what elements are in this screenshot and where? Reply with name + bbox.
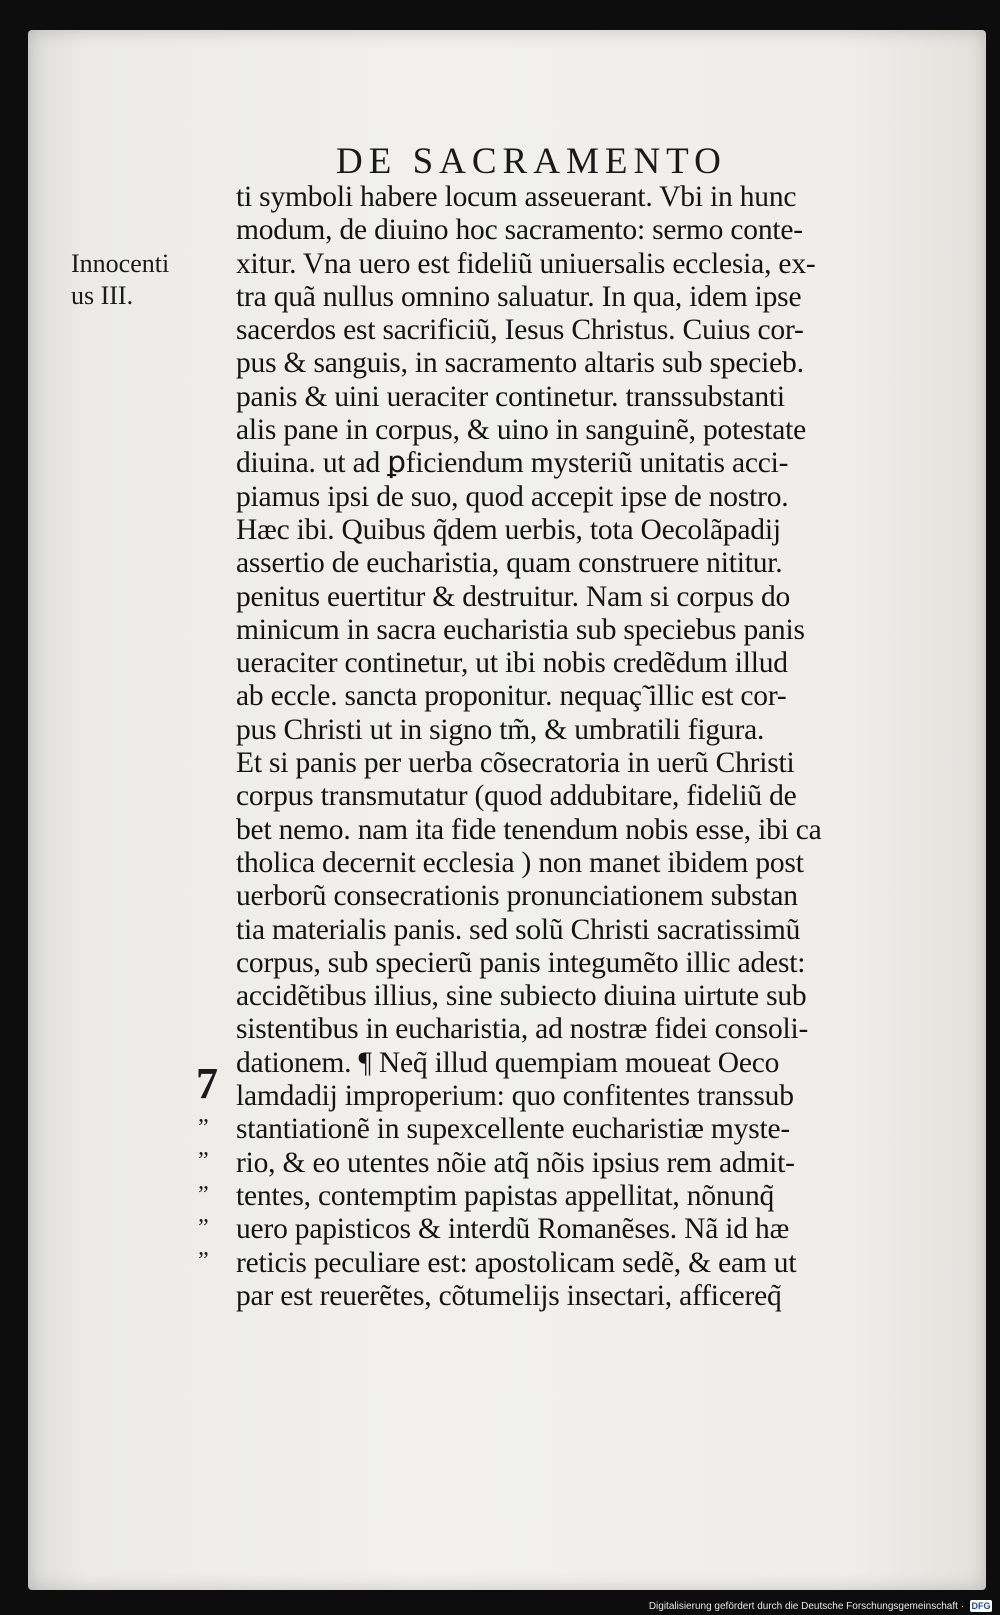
text-line: ueraciter continetur, ut ibi nobis credẽdum illud [236, 647, 788, 680]
margin-note-line: us III. [71, 281, 134, 310]
quote-mark: ” [198, 1248, 209, 1275]
text-line: uerborũ consecrationis pronunciationem substan [236, 880, 798, 913]
text-line: Hæc ibi. Quibus q̃dem uerbis, tota Oecolãpadij [236, 513, 781, 546]
text-line: xitur. Vna uero est fideliũ uniuersalis ecclesia, ex- [236, 247, 816, 280]
quote-marks-column [198, 1112, 209, 1278]
margin-note-line: Innocenti [71, 249, 170, 278]
text-line: assertio de eucharistia, quam construere nititur. [236, 547, 783, 580]
text-line: uero papisticos & interdũ Romanẽses. Nã id hæ [236, 1213, 790, 1246]
text-line: pus Christi ut in signo tm̃, & umbratili figura. [236, 713, 765, 746]
text-line: corpus, sub specierũ panis integumẽto illic adest: [236, 946, 806, 979]
text-line: panis & uini ueraciter continetur. transsubstanti [236, 380, 785, 413]
text-line: accidẽtibus illius, sine subiecto diuina uirtute sub [236, 980, 807, 1013]
text-line: tentes, contemptim papistas appellitat, nõnunq̃ [236, 1179, 775, 1212]
text-line: minicum in sacra eucharistia sub speciebus panis [236, 613, 805, 646]
text-line: ab eccle. sancta proponitur. nequaç̃ illic est cor- [236, 680, 787, 713]
text-line: rio, & eo utentes nõie atq̃ nõis ipsius rem admit- [236, 1146, 795, 1179]
text-line: pus & sanguis, in sacramento altaris sub specieb. [236, 347, 804, 380]
text-line: corpus transmutatur (quod addubitare, fideliũ de [236, 780, 797, 813]
quote-mark: ” [198, 1214, 209, 1241]
show-through-bleed [128, 180, 218, 240]
body-text [236, 181, 926, 1313]
text-line: piamus ipsi de suo, quod accepit ipse de nostro. [236, 480, 789, 513]
text-line: par est reuerẽtes, cõtumelijs insectari, afficereq̃ [236, 1279, 782, 1312]
text-line: Et si panis per uerba cõsecratoria in uerũ Christi [236, 747, 795, 780]
margin-note [71, 248, 169, 312]
text-line: tia materialis panis. sed solũ Christi sacratissimũ [236, 913, 801, 946]
text-line: alis pane in corpus, & uino in sanguinẽ, potestate [236, 414, 807, 447]
text-line: reticis peculiare est: apostolicam sedẽ, & eam ut [236, 1246, 797, 1279]
text-line: stantiationẽ in supexcellente eucharistiæ myste- [236, 1113, 791, 1146]
digitization-footer [649, 1600, 992, 1612]
text-line: dationem. ¶ Neq̃ illud quempiam moueat Oeco [236, 1046, 780, 1079]
dfg-logo: DFG [971, 1601, 991, 1611]
text-line: ti symboli habere locum asseuerant. Vbi in hunc [236, 181, 797, 213]
text-line: modum, de diuino hoc sacramento: sermo conte- [236, 214, 803, 247]
text-line: bet nemo. nam ita fide tenendum nobis esse, ibi ca [236, 813, 822, 846]
text-line: diuina. ut ad ꝑficiendum mysteriũ unitatis acci- [236, 447, 789, 480]
margin-marker: 7 [196, 1059, 218, 1108]
text-line: penitus euertitur & destruitur. Nam si corpus do [236, 580, 791, 613]
text-line: lamdadij improperium: quo confitentes transsub [236, 1080, 794, 1113]
footer-credit: Digitalisierung gefördert durch die Deutsche Forschungsgemeinschaft · [648, 1600, 964, 1612]
running-title: DE SACRAMENTO [336, 141, 727, 182]
quote-mark: ” [198, 1115, 209, 1141]
text-line: sacerdos est sacrificiũ, Iesus Christus. Cuius cor- [236, 314, 804, 347]
text-line: tra quã nullus omnino saluatur. In qua, idem ipse [236, 280, 802, 313]
quote-mark: ” [198, 1181, 209, 1208]
text-line: tholica decernit ecclesia ) non manet ibidem post [236, 846, 804, 879]
quote-mark: ” [198, 1148, 209, 1175]
text-line: sistentibus in eucharistia, ad nostræ fidei consoli- [236, 1013, 809, 1046]
